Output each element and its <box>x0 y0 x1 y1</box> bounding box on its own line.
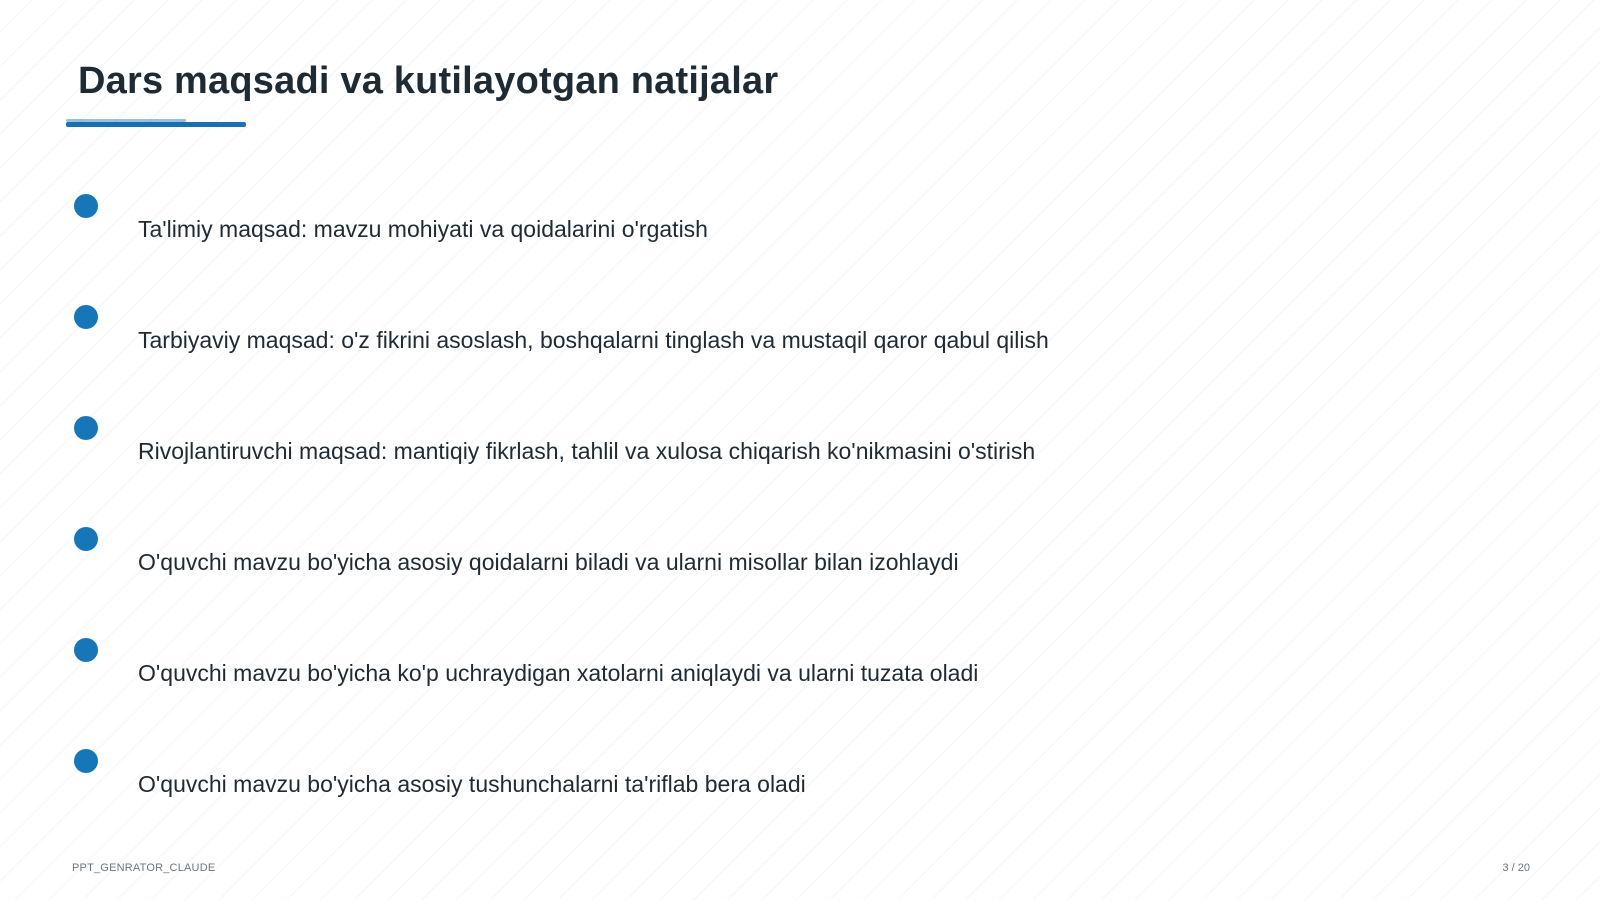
bullet-text: Rivojlantiruvchi maqsad: mantiqiy fikrlash, tahlil va xulosa chiqarish ko'nikmasini o'stirish <box>138 438 1036 464</box>
bullet-item <box>0 527 1500 607</box>
bullet-dot-icon <box>74 194 98 218</box>
bullet-item <box>0 305 1500 385</box>
page-indicator: 3 / 20 <box>1502 862 1530 874</box>
bullet-item <box>0 638 1500 718</box>
bullet-item <box>0 749 1500 829</box>
footer-source: PPT_GENRATOR_CLAUDE <box>72 862 216 874</box>
bullet-item <box>0 416 1500 496</box>
slide-title: Dars maqsadi va kutilayotgan natijalar <box>78 60 779 102</box>
bullet-text: O'quvchi mavzu bo'yicha ko'p uchraydigan xatolarni aniqlaydi va ularni tuzata oladi <box>138 660 979 686</box>
bullet-dot-icon <box>74 749 98 773</box>
bullet-text: Tarbiyaviy maqsad: o'z fikrini asoslash, boshqalarni tinglash va mustaqil qaror qabul qilish <box>138 327 1049 353</box>
bullet-item <box>0 194 1500 274</box>
bullet-dot-icon <box>74 527 98 551</box>
bullet-text: O'quvchi mavzu bo'yicha asosiy tushunchalarni ta'riflab bera oladi <box>138 771 806 797</box>
bullet-dot-icon <box>74 638 98 662</box>
bullet-dot-icon <box>74 305 98 329</box>
bullet-text: O'quvchi mavzu bo'yicha asosiy qoidalarni biladi va ularni misollar bilan izohlaydi <box>138 549 959 575</box>
bullet-text: Ta'limiy maqsad: mavzu mohiyati va qoidalarini o'rgatish <box>138 216 708 242</box>
bullet-dot-icon <box>74 416 98 440</box>
